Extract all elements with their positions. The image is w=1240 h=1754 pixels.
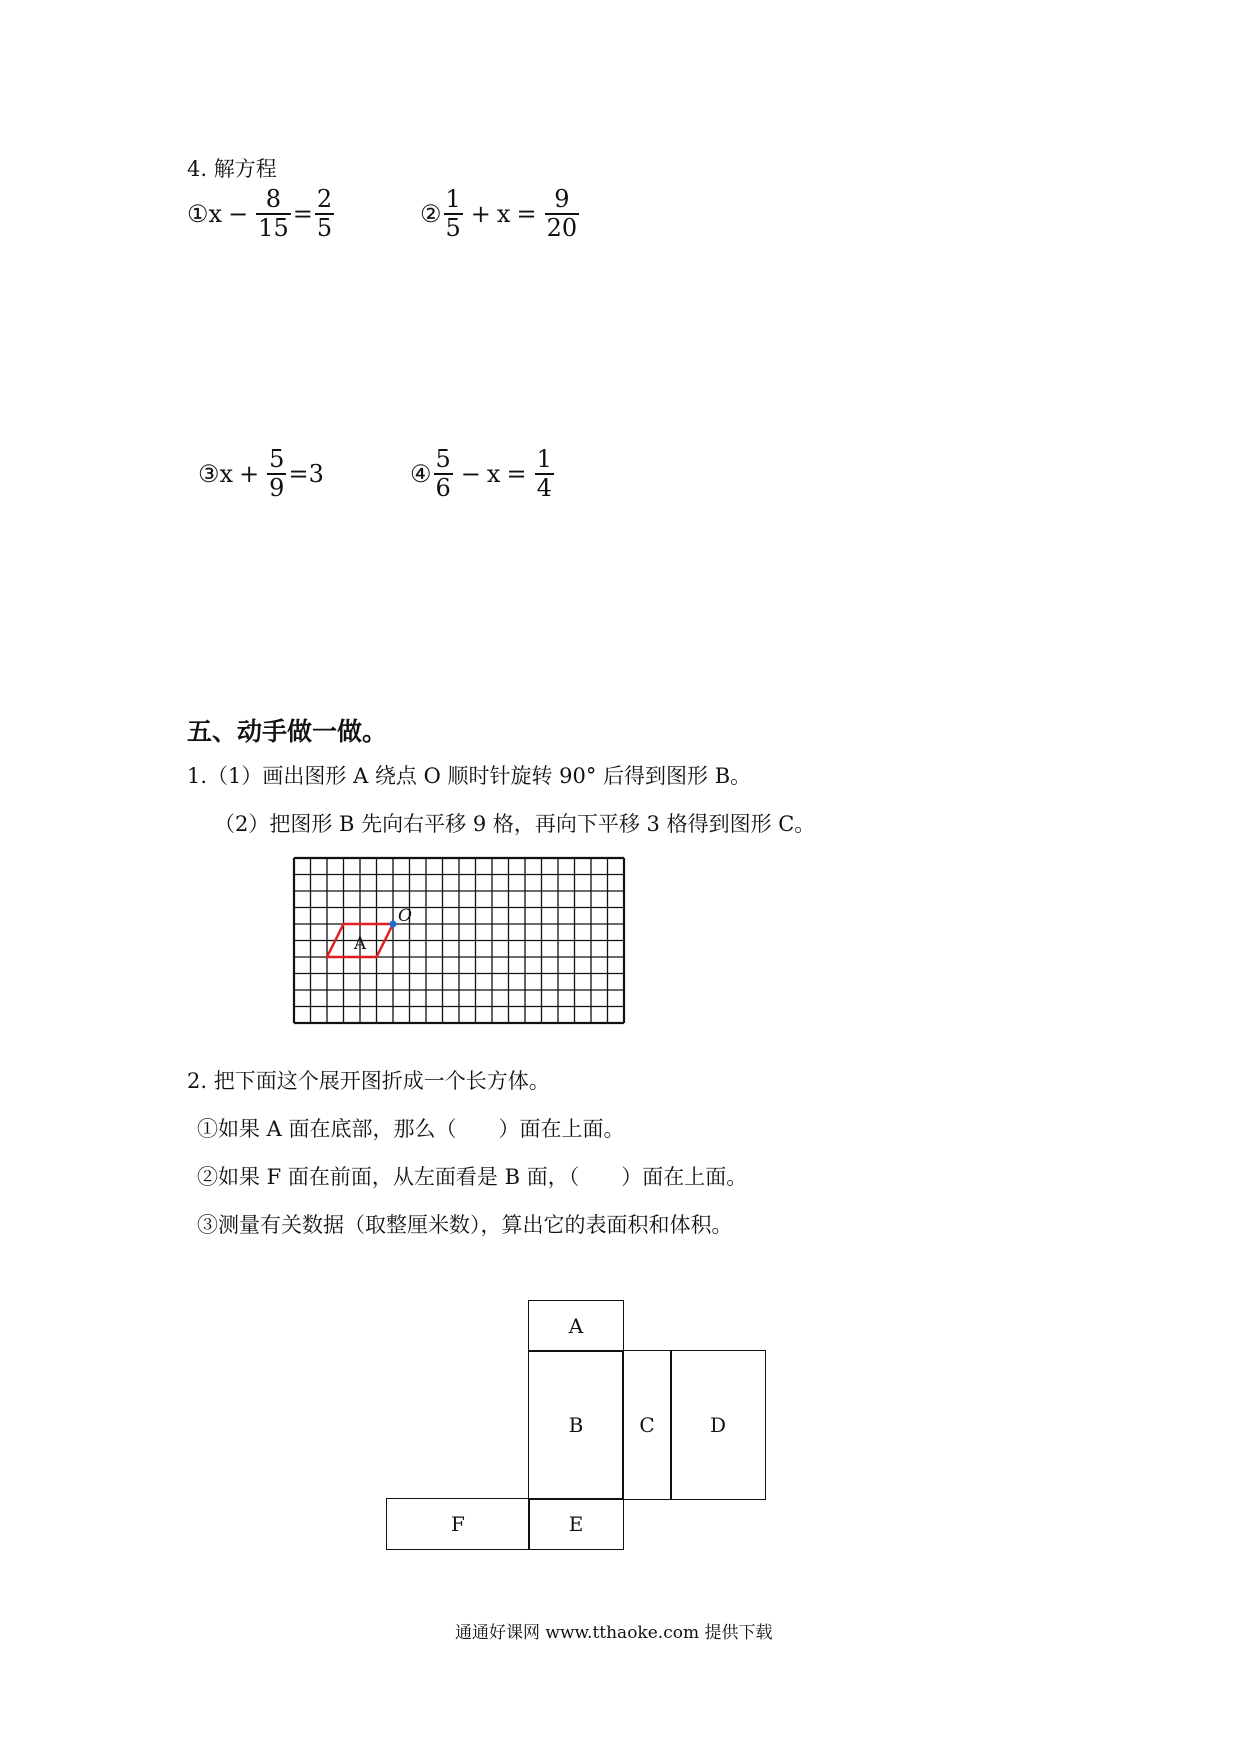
equals-sign: = xyxy=(506,460,527,488)
numerator: 1 xyxy=(445,185,461,213)
fraction xyxy=(315,186,334,242)
numerator: 8 xyxy=(265,185,282,213)
question-2-sub-2: ②如果 F 面在前面，从左面看是 B 面，（ ）面在上面。 xyxy=(197,1165,748,1189)
net-face-d: D xyxy=(670,1350,766,1500)
denominator: 20 xyxy=(546,214,578,242)
denominator: 15 xyxy=(258,214,289,242)
denominator: 4 xyxy=(536,474,552,502)
equation-4 xyxy=(410,446,556,502)
rotation-grid xyxy=(290,855,640,1030)
net-face-e: E xyxy=(528,1498,624,1550)
operator: + xyxy=(470,200,491,228)
equation-number: ② xyxy=(420,200,442,228)
numerator: 2 xyxy=(316,185,333,213)
equation-3 xyxy=(198,446,324,502)
operator: + xyxy=(239,460,260,488)
equation-2 xyxy=(420,186,581,242)
fraction xyxy=(545,186,580,242)
section-5-heading: 五、动手做一做。 xyxy=(187,717,388,746)
question-1-part-2: （2）把图形 B 先向右平移 9 格，再向下平移 3 格得到图形 C。 xyxy=(214,812,816,836)
denominator: 6 xyxy=(435,474,451,502)
denominator: 5 xyxy=(316,214,333,242)
net-face-c: C xyxy=(622,1350,672,1500)
fraction xyxy=(535,446,554,502)
net-face-b: B xyxy=(528,1350,624,1500)
right-hand-side: 3 xyxy=(308,460,324,488)
question-2-sub-1: ①如果 A 面在底部，那么（ ）面在上面。 xyxy=(197,1117,625,1141)
numerator: 5 xyxy=(269,445,285,473)
question-2-sub-3: ③测量有关数据（取整厘米数），算出它的表面积和体积。 xyxy=(197,1213,733,1237)
equals-sign: = xyxy=(288,460,309,488)
operator: − xyxy=(460,460,481,488)
variable: x xyxy=(486,460,501,488)
equation-number: ① xyxy=(187,200,209,228)
rotation-point-o xyxy=(390,921,397,928)
equals-sign: = xyxy=(292,200,313,228)
denominator: 5 xyxy=(445,214,461,242)
equals-sign: = xyxy=(516,200,537,228)
operator: − xyxy=(228,200,249,228)
equation-1 xyxy=(187,186,336,242)
net-face-f: F xyxy=(386,1498,530,1550)
equation-number: ③ xyxy=(198,460,220,488)
numerator: 9 xyxy=(554,185,570,213)
variable: x xyxy=(208,200,223,228)
fraction xyxy=(434,446,453,502)
fraction xyxy=(444,186,463,242)
question-1-part-1: 1.（1）画出图形 A 绕点 O 顺时针旋转 90° 后得到图形 B。 xyxy=(187,764,752,788)
variable: x xyxy=(219,460,234,488)
page-footer: 通通好课网 www.tthaoke.com 提供下载 xyxy=(455,1623,773,1643)
fraction xyxy=(267,446,286,502)
fraction xyxy=(256,186,291,242)
numerator: 1 xyxy=(536,445,552,473)
numerator: 5 xyxy=(435,445,451,473)
shape-a-label: A xyxy=(353,933,367,954)
denominator: 9 xyxy=(269,474,285,502)
equation-number: ④ xyxy=(410,460,432,488)
point-o-label: O xyxy=(398,906,412,926)
problem-4-title: 4. 解方程 xyxy=(187,157,277,181)
net-face-a: A xyxy=(528,1300,624,1352)
variable: x xyxy=(496,200,511,228)
question-2-title: 2. 把下面这个展开图折成一个长方体。 xyxy=(187,1069,550,1093)
